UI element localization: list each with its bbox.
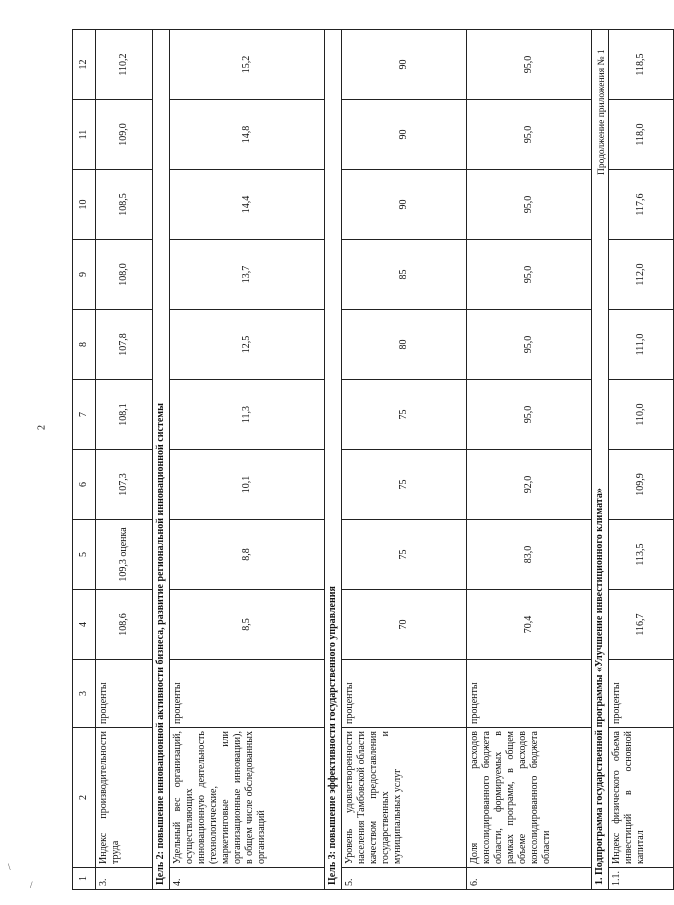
header-cell: 2 bbox=[73, 728, 96, 868]
value-cell: 11,3 bbox=[170, 380, 325, 450]
header-cell: 5 bbox=[73, 520, 96, 590]
value-cell: 8,5 bbox=[170, 590, 325, 660]
value-cell: 8,8 bbox=[170, 520, 325, 590]
unit-cell: проценты bbox=[96, 660, 153, 728]
header-cell: 3 bbox=[73, 660, 96, 728]
value-cell: 117,6 bbox=[609, 170, 674, 240]
section-row bbox=[153, 30, 170, 890]
value-cell: 90 bbox=[342, 170, 467, 240]
header-cell: 7 bbox=[73, 380, 96, 450]
value-cell: 107,8 bbox=[96, 310, 153, 380]
value-cell: 90 bbox=[342, 100, 467, 170]
value-cell: 70,4 bbox=[467, 590, 592, 660]
value-cell: 118,5 bbox=[609, 30, 674, 100]
value-cell: 83,0 bbox=[467, 520, 592, 590]
value-cell: 95,0 bbox=[467, 100, 592, 170]
value-cell: 95,0 bbox=[467, 170, 592, 240]
value-cell: 108,1 bbox=[96, 380, 153, 450]
table-row bbox=[342, 30, 467, 890]
value-cell: 75 bbox=[342, 520, 467, 590]
unit-cell: проценты bbox=[342, 660, 467, 728]
indicators-table bbox=[72, 29, 674, 890]
table-row bbox=[170, 30, 325, 890]
indicator-name: Индекс физического объема инвестиций в основной капитал bbox=[609, 728, 674, 868]
value-cell: 95,0 bbox=[467, 380, 592, 450]
value-cell: 95,0 bbox=[467, 240, 592, 310]
value-cell: 113,5 bbox=[609, 520, 674, 590]
appendix-note: Продолжение приложения № 1 bbox=[597, 49, 607, 175]
value-cell: 75 bbox=[342, 450, 467, 520]
unit-cell: проценты bbox=[170, 660, 325, 728]
value-cell: 108,6 bbox=[96, 590, 153, 660]
row-number: 3. bbox=[96, 868, 153, 890]
header-cell: 11 bbox=[73, 100, 96, 170]
header-row bbox=[73, 30, 96, 890]
value-cell: 109,0 bbox=[96, 100, 153, 170]
row-number: 4. bbox=[170, 868, 325, 890]
value-cell: 85 bbox=[342, 240, 467, 310]
indicator-name: Удельный вес организаций, осуществляющих инновационную деятельность (технологические, маркетинговые или организационные инновации), в общем числе обследованных организаций bbox=[170, 728, 325, 868]
page-number: 2 bbox=[36, 425, 48, 430]
indicator-name: Доля расходов консолидированного бюджета области, формируемых в рамках программ, в общем объеме расходов консолидированного бюджета области bbox=[467, 728, 592, 868]
table-row bbox=[609, 30, 674, 890]
section-title: 1. Подпрограмма государственной программы «Улучшение инвестиционного климата» bbox=[592, 30, 609, 890]
indicator-name: Уровень удовлетворенности населения Тамбовской области качеством предоставления государственных и муниципальных услуг bbox=[342, 728, 467, 868]
value-cell: 118,0 bbox=[609, 100, 674, 170]
value-cell: 111,0 bbox=[609, 310, 674, 380]
value-cell: 110,0 bbox=[609, 380, 674, 450]
section-row bbox=[325, 30, 342, 890]
value-cell: 95,0 bbox=[467, 310, 592, 380]
value-cell: 70 bbox=[342, 590, 467, 660]
value-cell: 109,3 оценка bbox=[96, 520, 153, 590]
value-cell: 80 bbox=[342, 310, 467, 380]
header-cell: 1 bbox=[73, 868, 96, 890]
value-cell: 13,7 bbox=[170, 240, 325, 310]
indicator-name: Индекс производительности труда bbox=[96, 728, 153, 868]
value-cell: 108,0 bbox=[96, 240, 153, 310]
section-title: Цель 2: повышение инновационной активности бизнеса, развитие региональной инновационной системы bbox=[153, 30, 170, 890]
value-cell: 108,5 bbox=[96, 170, 153, 240]
row-number: 5. bbox=[342, 868, 467, 890]
rotated-table-container bbox=[72, 30, 646, 890]
table-row bbox=[467, 30, 592, 890]
unit-cell: проценты bbox=[467, 660, 592, 728]
scan-mark: / bbox=[30, 880, 33, 890]
header-cell: 6 bbox=[73, 450, 96, 520]
value-cell: 95,0 bbox=[467, 30, 592, 100]
value-cell: 116,7 bbox=[609, 590, 674, 660]
value-cell: 10,1 bbox=[170, 450, 325, 520]
value-cell: 107,3 bbox=[96, 450, 153, 520]
value-cell: 112,0 bbox=[609, 240, 674, 310]
value-cell: 109,9 bbox=[609, 450, 674, 520]
value-cell: 12,5 bbox=[170, 310, 325, 380]
header-cell: 9 bbox=[73, 240, 96, 310]
value-cell: 14,4 bbox=[170, 170, 325, 240]
row-number: 1.1. bbox=[609, 868, 674, 890]
header-cell: 4 bbox=[73, 590, 96, 660]
value-cell: 14,8 bbox=[170, 100, 325, 170]
header-cell: 10 bbox=[73, 170, 96, 240]
unit-cell: проценты bbox=[609, 660, 674, 728]
table-body bbox=[73, 30, 674, 890]
value-cell: 110,2 bbox=[96, 30, 153, 100]
header-cell: 12 bbox=[73, 30, 96, 100]
table-row bbox=[96, 30, 153, 890]
section-row bbox=[592, 30, 609, 890]
value-cell: 15,2 bbox=[170, 30, 325, 100]
header-cell: 8 bbox=[73, 310, 96, 380]
value-cell: 92,0 bbox=[467, 450, 592, 520]
value-cell: 90 bbox=[342, 30, 467, 100]
scan-mark: \ bbox=[8, 862, 11, 872]
value-cell: 75 bbox=[342, 380, 467, 450]
section-title: Цель 3: повышение эффективности государственного управления bbox=[325, 30, 342, 890]
row-number: 6. bbox=[467, 868, 592, 890]
